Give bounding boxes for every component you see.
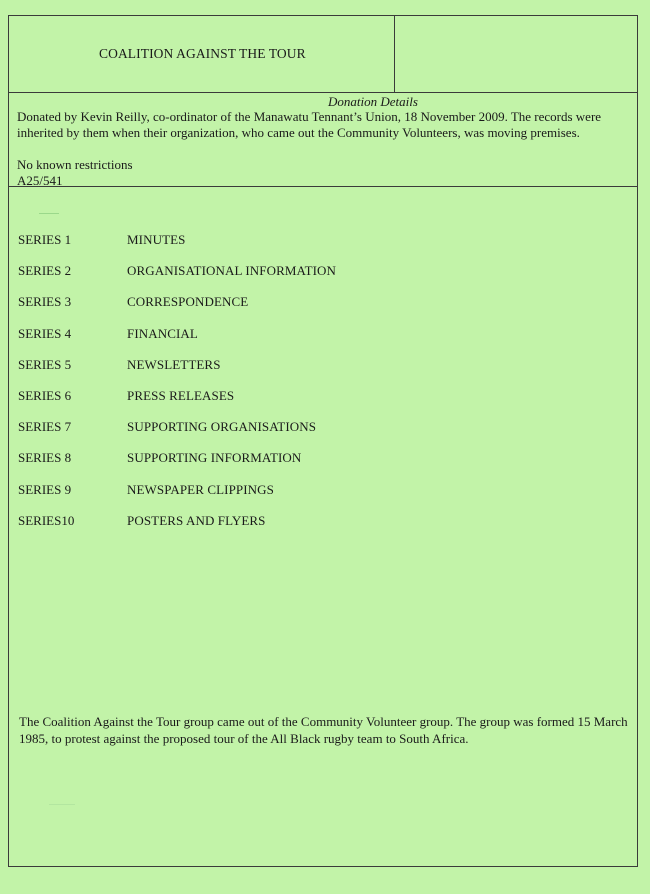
series-number: SERIES 8 (18, 450, 72, 466)
series-row (18, 419, 336, 450)
donation-details-box (9, 93, 637, 187)
series-number: SERIES 9 (18, 481, 72, 497)
series-title: FINANCIAL (127, 325, 198, 341)
series-number: SERIES 7 (18, 419, 72, 435)
series-number: SERIES 6 (18, 387, 72, 403)
series-row (18, 326, 336, 357)
series-title: MINUTES (127, 232, 186, 247)
series-row (18, 450, 336, 481)
series-row (18, 294, 336, 325)
series-title: ORGANISATIONAL INFORMATION (127, 263, 337, 279)
series-title: NEWSPAPER CLIPPINGS (127, 481, 274, 497)
donation-text: Donated by Kevin Reilly, co-ordinator of the Manawatu Tennant’s Union, 18 November 2009. The records were inherited by them when their organization, who came out the Community Volunteers, was moving premises. (17, 109, 602, 140)
series-title: NEWSLETTERS (127, 356, 221, 372)
faint-mark (39, 213, 59, 214)
series-number: SERIES 4 (18, 325, 72, 341)
series-row (18, 482, 336, 513)
restrictions-text: No known restrictions (17, 157, 133, 172)
title-cell (9, 16, 395, 92)
series-title: PRESS RELEASES (127, 387, 235, 403)
collection-title: COALITION AGAINST THE TOUR (99, 46, 306, 61)
series-row (18, 232, 336, 263)
series-title: SUPPORTING ORGANISATIONS (127, 419, 317, 435)
faint-mark (49, 804, 75, 805)
series-number: SERIES 3 (18, 294, 72, 310)
accession-number: A25/541 (17, 173, 63, 188)
series-row (18, 263, 336, 294)
series-row (18, 388, 336, 419)
document-frame (8, 15, 638, 867)
series-number: SERIES 2 (18, 263, 72, 279)
series-number: SERIES10 (18, 512, 75, 528)
series-number: SERIES 5 (18, 356, 72, 372)
series-row (18, 513, 336, 544)
series-title: POSTERS AND FLYERS (127, 512, 266, 528)
series-row (18, 357, 336, 388)
series-title: SUPPORTING INFORMATION (127, 450, 302, 466)
series-number: SERIES 1 (18, 232, 72, 247)
header-row (9, 16, 637, 93)
series-title: CORRESPONDENCE (127, 294, 249, 310)
collection-summary: The Coalition Against the Tour group came out of the Community Volunteer group. The group was formed 15 March 1985, to protest against the proposed tour of the All Black rugby team to South Africa. (19, 714, 628, 746)
series-list (18, 232, 336, 544)
donation-heading: Donation Details (328, 94, 418, 109)
